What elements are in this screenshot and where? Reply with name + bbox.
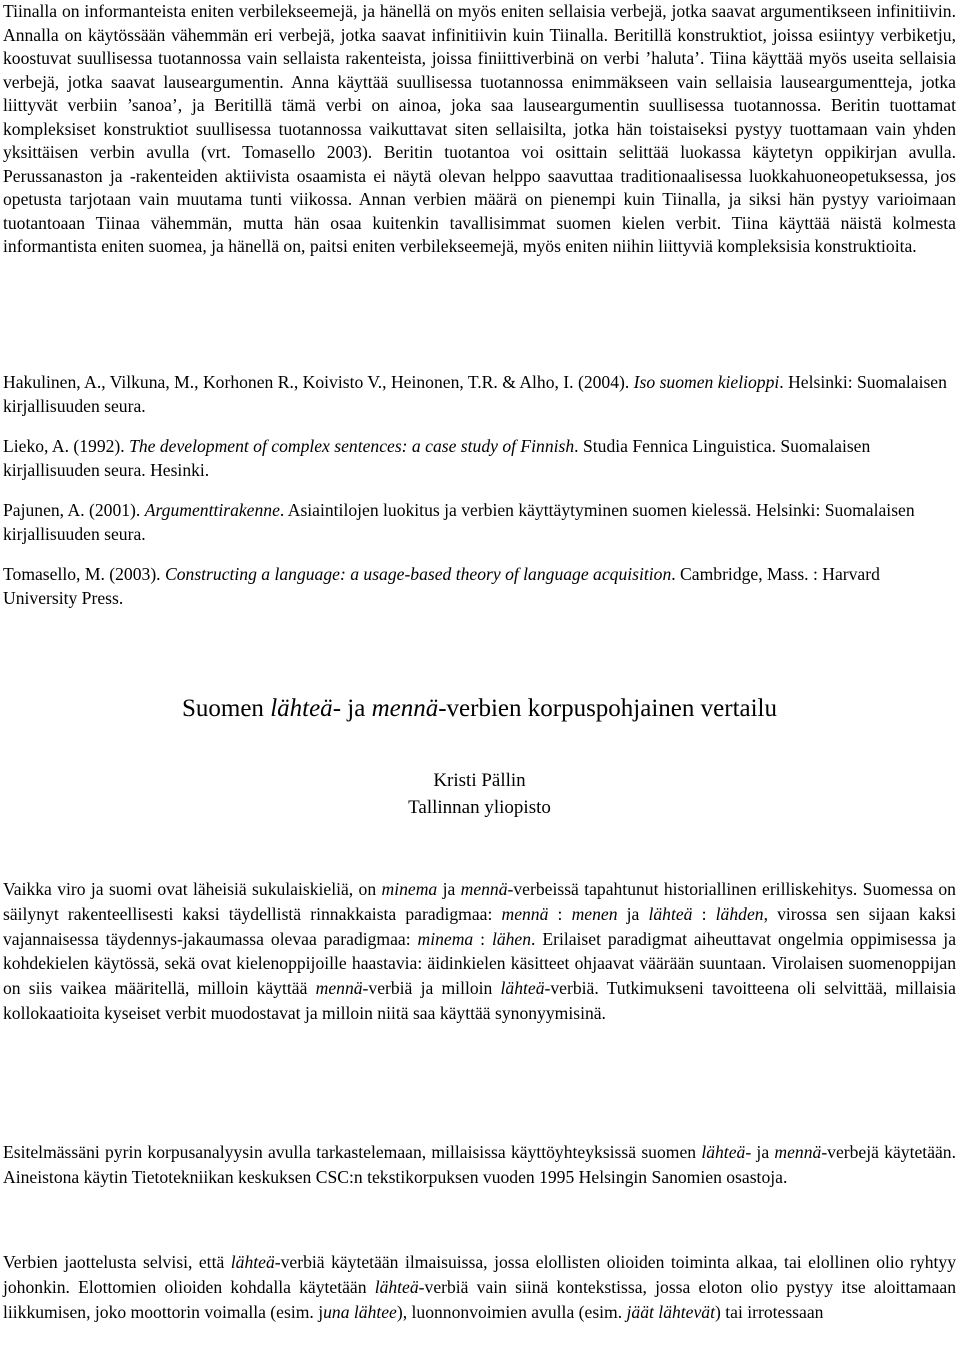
reference-publisher: . Cambridge, Mass. : Harvard University Press. [3, 564, 880, 608]
italic-term: mennä [460, 879, 508, 899]
italic-term: mennä [501, 903, 549, 924]
article-title [3, 693, 956, 725]
italic-term: una lähtee [323, 1301, 397, 1322]
italic-term: minema [417, 928, 474, 949]
text-run: : [473, 928, 492, 949]
text-run: . Erilaiset paradigmat aiheuttavat ongelmia oppimisessa ja kohdekielen käytössä, sekä ovat kielenoppijoille haastavia: äidinkielen käsitteet ohjaavat väärään suuntaan. Virolaisen suomenoppijan on siis vaikea määritellä, milloin käyttää [3, 928, 957, 999]
reference-title: Iso suomen kielioppi [633, 372, 780, 392]
reference-publisher: . Asiaintilojen luokitus ja verbien käyttäytyminen suomen kielessä. Helsinki: Suomalaisen kirjallisuuden seura. [3, 500, 915, 544]
reference-authors: Pajunen, A. (2001). [3, 500, 145, 520]
title-text: Suomen [181, 695, 271, 722]
text-run: -verbejä käytetään. Aineistona käytin Tietotekniikan keskuksen CSC:n tekstikorpuksen vuoden 1995 Helsingin Sanomien osastoja. [3, 1142, 957, 1187]
text-run: : [548, 903, 572, 924]
italic-term: lähteä [500, 978, 545, 999]
text-run: : [692, 903, 716, 924]
reference-list [3, 371, 956, 627]
text-run: ), luonnonvoimien avulla (esim. [396, 1301, 627, 1322]
reference-title: Constructing a language: a usage-based theory of language acquisition [164, 564, 672, 584]
reference-title: Argumenttirakenne [144, 500, 280, 520]
abstract-paragraph [3, 1140, 956, 1190]
italic-term: lähteä [374, 1276, 419, 1297]
italic-term: lähteä [648, 903, 693, 924]
text-run: Vaikka viro ja suomi ovat läheisiä sukulaiskieliä, on [3, 879, 382, 899]
text-run: ja [437, 879, 461, 899]
text-run: - ja [745, 1142, 775, 1162]
italic-term: lähen [491, 928, 532, 949]
reference-publisher: . Helsinki: Suomalaisen kirjallisuuden seura. [3, 372, 947, 416]
italic-term: jäät lähtevät [626, 1301, 715, 1322]
reference-item [3, 499, 956, 546]
document-page [3, 0, 957, 1322]
text-run: -verbeissä tapahtunut historiallinen erilliskehitys. Suomessa on säilynyt rakenteellisesti kaksi täydellistä rinnakkaista paradigmaa: [3, 879, 956, 924]
reference-publisher: . Studia Fennica Linguistica. Suomalaisen kirjallisuuden seura. Hesinki. [3, 436, 871, 480]
reference-authors: Hakulinen, A., Vilkuna, M., Korhonen R., Koivisto V., Heinonen, T.R. & Alho, I. (2004). [3, 372, 634, 392]
author-affiliation: Tallinnan yliopisto [408, 797, 551, 818]
italic-term: menen [571, 903, 618, 924]
text-run: -verbiä ja milloin [362, 978, 501, 999]
italic-term: lähteä [701, 1142, 746, 1162]
italic-term: mennä [315, 978, 363, 999]
text-run: -verbiä käytetään ilmaisuissa, jossa elollisten olioiden toiminta alkaa, tai elollinen olio ryhtyy johonkin. Elottomien olioiden kohdalla käytetään [3, 1252, 956, 1297]
abstract-paragraph [3, 877, 956, 1026]
title-text: -verbien korpuspohjainen vertailu [438, 695, 778, 722]
intro-paragraph: Tiinalla on informanteista eniten verbilekseemejä, ja hänellä on myös eniten sellaisia verbejä, jotka saavat argumentikseen infinitiivin. Annalla on käytössään vähemmän eri verbejä, jotka saavat infinitiivin kuin Tiinalla. Beritillä konstruktiot, joissa esiintyy verbiketju, koostuvat suullisessa tuotannossa vain sellaista rakenteista, joissa finiittiverbinä on verbi ’haluta’. Tiina käyttää myös useita sellaisia verbejä, jotka saavat lauseargumentin. Anna käyttää suullisessa tuotannossa enimmäkseen vain sellaisia lauseargumentteja, jotka liittyvät verbiin ’sanoa’, ja Beritillä tämä verbi on ainoa, joka saa lauseargumentin suullisessa tuotannossa. Beritin tuottamat kompleksiset konstruktiot suullisessa tuotannossa vaikuttavat siten sellaisilta, jotka hän toistaiseksi pystyy tuottamaan vain yhden yksittäisen verbin avulla (vrt. Tomasello 2003). Beritin tuotantoa voi osittain selittää luokassa käytetyn oppikirjan avulla. Perussanaston ja -rakenteiden aktiivista osaamista ei näytä olevan helppo saavuttaa traditionaalisessa luokkahuoneopetuksessa, jos opetusta tarjotaan vain muutama tunti viikossa. Annan verbien määrä on pienempi kuin Tiinalla, ja siksi hän pystyy varioimaan tuotantoaan Tiinaa vähemmän, mutta hän osaa kuitenkin tavallisimmat suomen kielen verbit. Tiina käyttää näistä kolmesta informantista eniten suomea, ja hänellä on, paitsi eniten verbilekseemejä, myös eniten niihin liittyviä kompleksisia konstruktioita. [3, 1, 956, 256]
reference-item [3, 435, 956, 482]
reference-authors: Lieko, A. (1992). [3, 436, 130, 456]
text-run: Verbien jaottelusta selvisi, että [3, 1252, 231, 1272]
reference-title: The development of complex sentences: a case study of Finnish [129, 436, 575, 456]
abstract-paragraph [3, 1250, 956, 1324]
text-run: -verbiä. Tutkimukseni tavoitteena oli selvittää, millaisia kollokaatioita kyseiset verbit muodostavat ja milloin niitä saa käyttää synonyymisinä. [3, 978, 956, 1023]
text-run: ) tai irrotessaan [714, 1301, 824, 1322]
text-run: ja [617, 903, 649, 924]
title-italic-word: mennä [371, 695, 439, 722]
reference-authors: Tomasello, M. (2003). [3, 564, 165, 584]
reference-item [3, 563, 956, 610]
italic-term: lähden [715, 903, 764, 924]
italic-term: lähteä [230, 1252, 275, 1272]
title-text: - ja [332, 695, 372, 722]
title-italic-word: lähteä [270, 695, 333, 722]
text-run: Esitelmässäni pyrin korpusanalyysin avulla tarkastelemaan, millaisissa käyttöyhteyksissä suomen [3, 1142, 702, 1162]
author-block [3, 767, 956, 821]
text-run: , virossa sen sijaan kaksi vajannaisessa täydennys-jakaumassa olevaa paradigmaa: [3, 903, 957, 949]
reference-item [3, 371, 956, 418]
italic-term: mennä [774, 1142, 822, 1162]
text-run: -verbiä vain siinä kontekstissa, jossa eloton olio pystyy itse aloittamaan liikkumisen, joko moottorin voimalla (esim. j [3, 1276, 956, 1322]
author-name: Kristi Pällin [433, 770, 526, 791]
italic-term: minema [381, 879, 438, 899]
